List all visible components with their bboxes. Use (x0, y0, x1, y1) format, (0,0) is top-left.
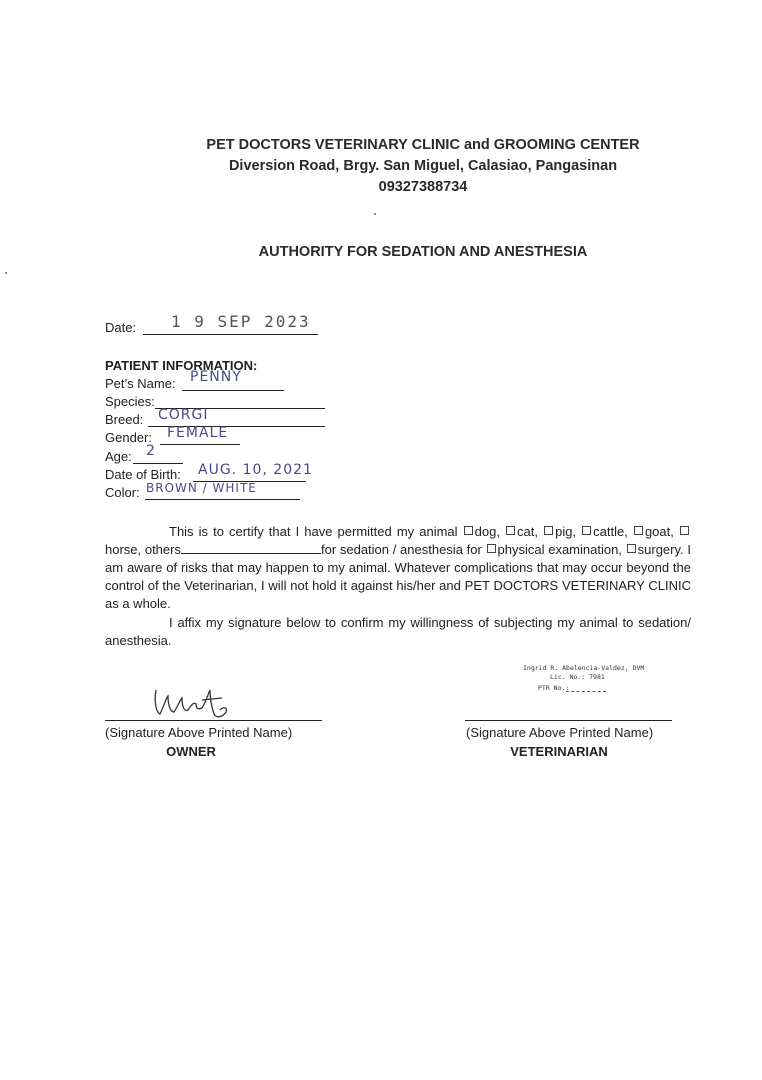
color-line (145, 499, 300, 500)
horse-others-label: horse, others (105, 542, 181, 557)
pig-label: pig, (555, 524, 577, 539)
date-line (143, 334, 318, 335)
certification-intro: This is to certify that I have permitted my animal (169, 524, 458, 539)
vet-role: VETERINARIAN (510, 744, 608, 759)
others-blank[interactable] (181, 542, 321, 554)
vet-signature-caption: (Signature Above Printed Name) (466, 725, 654, 740)
cat-label: cat, (517, 524, 539, 539)
clinic-address: Diversion Road, Brgy. San Miguel, Calasiao, Pangasinan (228, 158, 618, 174)
owner-signature-line (105, 720, 322, 721)
risk-statement: I am aware of risks that may happen to my animal. Whatever complications that may occur beyond the control of the Veterinarian, I will not hold it against his/her and PET DOCTORS VETERINARY CLINIC as a whole. (105, 542, 691, 611)
dog-checkbox[interactable] (464, 526, 473, 535)
patient-section-title: PATIENT INFORMATION: (105, 358, 258, 373)
clinic-name: PET DOCTORS VETERINARY CLINIC and GROOMING CENTER (206, 137, 640, 153)
affirmation-paragraph (105, 614, 691, 650)
age-line (133, 463, 183, 464)
cattle-checkbox[interactable] (582, 526, 591, 535)
color-value: BROWN / WHITE (146, 481, 257, 495)
pet-name-label: Pet’s Name: (105, 376, 176, 391)
horse-checkbox[interactable] (680, 526, 689, 535)
cattle-label: cattle, (593, 524, 628, 539)
pet-name-line (182, 390, 284, 391)
document-title: AUTHORITY FOR SEDATION AND ANESTHESIA (258, 244, 588, 260)
species-label: Species: (105, 394, 155, 409)
purpose-text: for sedation / anesthesia for (320, 542, 482, 557)
breed-label: Breed: (105, 412, 144, 427)
owner-signature-caption: (Signature Above Printed Name) (105, 725, 293, 740)
vet-stamp-ptr: PTR No.: (538, 684, 570, 692)
dog-label: dog, (474, 524, 500, 539)
vet-stamp-name: Ingrid R. Abelencia-Valdez, DVM (523, 664, 645, 672)
dob-value: AUG. 10, 2021 (198, 462, 313, 478)
age-label: Age: (105, 449, 132, 464)
goat-checkbox[interactable] (634, 526, 643, 535)
owner-role: OWNER (166, 744, 216, 759)
vet-signature-line (465, 720, 672, 721)
clinic-phone: 09327388734 (378, 179, 468, 195)
owner-signature (150, 684, 240, 722)
gender-value: FEMALE (167, 425, 229, 441)
gender-label: Gender: (105, 430, 152, 445)
gender-line (160, 444, 240, 445)
certification-paragraph (105, 523, 691, 613)
surgery-label: surgery. (637, 542, 684, 557)
cat-checkbox[interactable] (506, 526, 515, 535)
vet-stamp-ptr-line (566, 691, 606, 692)
scan-speck (5, 272, 7, 274)
affirmation-text: I affix my signature below to confirm my willingness of subjecting my animal to sedation/ anesthesia. (105, 615, 691, 648)
date-value: 1 9 SEP 2023 (171, 312, 311, 331)
dob-label: Date of Birth: (105, 467, 181, 482)
date-label: Date: (105, 320, 137, 335)
physical-exam-label: physical examination, (497, 542, 622, 557)
pet-name-value: PENNY (190, 369, 242, 385)
vet-stamp-license: Lic. No.: 7981 (550, 673, 605, 681)
color-label: Color: (105, 485, 140, 500)
pig-checkbox[interactable] (544, 526, 553, 535)
age-value: 2 (146, 443, 156, 459)
physical-exam-checkbox[interactable] (487, 544, 496, 553)
breed-value: CORGI (158, 407, 209, 423)
surgery-checkbox[interactable] (627, 544, 636, 553)
goat-label: goat, (644, 524, 674, 539)
scan-speck (374, 213, 376, 215)
